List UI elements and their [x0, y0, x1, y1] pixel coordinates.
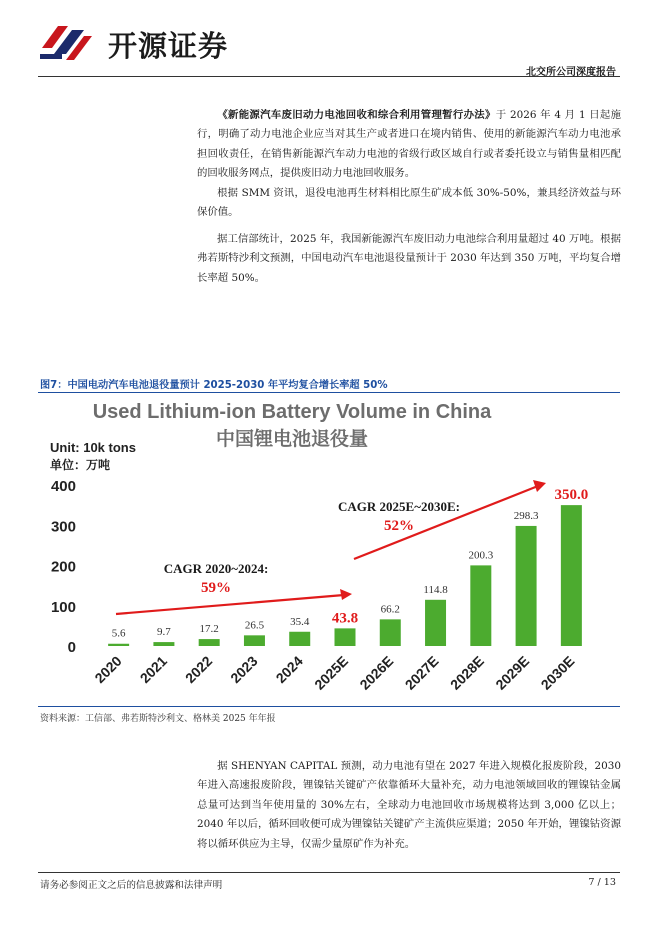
- figure-top-rule: [38, 392, 620, 393]
- kaiyuan-logo-icon: [38, 18, 94, 64]
- value-label-2021: 9.7: [157, 626, 171, 639]
- x-tick-label-2021: 2021: [136, 652, 171, 687]
- logo: [38, 18, 248, 64]
- policy-title: 《新能源汽车废旧动力电池回收和综合利用管理暂行办法》: [217, 109, 496, 121]
- value-label-2024: 35.4: [290, 615, 310, 628]
- cagr1-arrow: [116, 595, 344, 614]
- x-tick-label-2029e: 2029E: [492, 652, 533, 693]
- header-divider: [38, 76, 620, 77]
- x-tick-label-2030e: 2030E: [537, 652, 578, 693]
- logo-text: 开源证券: [108, 29, 229, 63]
- cagr1-label: CAGR 2020~2024:: [163, 561, 269, 576]
- value-label-2026e: 66.2: [380, 603, 400, 616]
- cagr2-label: CAGR 2025E~2030E:: [338, 499, 460, 514]
- bar-2020: [108, 644, 129, 646]
- bar-2023: [244, 635, 265, 646]
- y-tick-label: 200: [50, 558, 76, 576]
- paragraph-smm: [197, 184, 621, 223]
- bar-2021: [153, 642, 174, 646]
- bar-2029e: [516, 526, 537, 646]
- bar-2027e: [425, 600, 446, 646]
- footer-disclaimer: 请务必参阅正文之后的信息披露和法律声明: [40, 880, 223, 891]
- paragraph-miit: [197, 230, 621, 288]
- paragraph-policy: [197, 106, 621, 184]
- cagr2-value: 52%: [384, 518, 414, 534]
- cagr1-arrowhead: [340, 589, 352, 600]
- cagr1-value: 59%: [201, 580, 231, 596]
- chart-subtitle: 中国锂电池退役量: [215, 428, 369, 450]
- footer-divider: [38, 872, 620, 873]
- bar-2025e: [335, 628, 356, 646]
- battery-volume-chart: [38, 394, 620, 704]
- y-tick-label: 300: [50, 518, 76, 536]
- x-tick-label-2026e: 2026E: [356, 652, 397, 693]
- value-label-2025e: 43.8: [331, 610, 359, 627]
- paragraph-shenyan-text: 据 SHENYAN CAPITAL 预测，动力电池有望在 2027 年进入规模化报废阶段，2030 年进入高速报废阶段，锂镍钴关键矿产依靠循环大量补充，动力电池领域回收的锂镍钴金属总量可达到当年使用量的 30%左右，全球动力电池回收市场规模将达到 3,000 亿以上；2040 年以后，循环回收便可成为锂镍钴关键矿产主流供应渠道；2050 年开始，锂镍钴资源将以循环供应为主导，仅需少量原矿作为补充。: [197, 760, 621, 850]
- chart-unit-en: Unit: 10k tons: [50, 440, 136, 455]
- value-label-2022: 17.2: [199, 623, 219, 636]
- y-tick-label: 0: [67, 639, 76, 656]
- value-label-2020: 5.6: [111, 627, 126, 640]
- figure-title: 图7：中国电动汽车电池退役量预计 2025-2030 年平均复合增长率超 50%: [40, 380, 388, 391]
- figure-bottom-rule: [38, 706, 620, 707]
- paragraph-policy-text: 于 2026 年 4 月 1 日起施行，明确了动力电池企业应当对其生产或者进口在境内销售、使用的新能源汽车动力电池承担回收责任，在销售新能源汽车动力电池的省级行政区域自行或者委托设立与销售量相匹配的回收服务网点，提供废旧动力电池回收服务。: [197, 109, 622, 180]
- figure-source: 资料来源：工信部、弗若斯特沙利文、格林美 2025 年年报: [40, 714, 276, 724]
- report-type: 北交所公司深度报告: [526, 67, 616, 78]
- x-tick-label-2023: 2023: [227, 652, 261, 687]
- paragraph-miit-text: 据工信部统计，2025 年，我国新能源汽车废旧动力电池综合利用量超过 40 万吨。根据弗若斯特沙利文预测，中国电动汽车电池退役量预计于 2030 年达到 350 万吨，平均复合增长率超 50%。: [197, 233, 621, 284]
- y-tick-label: 100: [50, 598, 76, 616]
- chart-unit-cn: 单位：万吨: [50, 458, 111, 472]
- x-tick-label-2028e: 2028E: [446, 652, 487, 693]
- bar-2022: [199, 639, 220, 646]
- x-tick-label-2022: 2022: [181, 652, 216, 687]
- bar-2026e: [380, 619, 401, 646]
- paragraph-smm-text: 根据 SMM 资讯，退役电池再生材料相比原生矿成本低 30%-50%，兼具经济效益与环保价值。: [197, 187, 621, 219]
- paragraph-shenyan: [197, 757, 621, 854]
- x-tick-label-2025e: 2025E: [311, 652, 352, 693]
- bar-2024: [289, 632, 310, 646]
- x-tick-label-2027e: 2027E: [401, 652, 442, 693]
- x-tick-label-2020: 2020: [91, 652, 125, 687]
- bar-2030e: [561, 505, 582, 646]
- chart-title: Used Lithium-ion Battery Volume in China: [92, 401, 492, 423]
- value-label-2030e: 350.0: [554, 487, 589, 504]
- cagr2-arrowhead: [533, 480, 546, 492]
- cagr2-arrow: [354, 486, 538, 562]
- bar-2028e: [470, 565, 491, 646]
- page-number: 7 / 13: [588, 877, 616, 888]
- value-label-2027e: 114.8: [423, 583, 448, 596]
- y-tick-label: 400: [50, 478, 76, 495]
- x-tick-label-2024: 2024: [272, 652, 306, 687]
- value-label-2023: 26.5: [244, 619, 265, 632]
- value-label-2029e: 298.3: [513, 509, 539, 522]
- value-label-2028e: 200.3: [468, 549, 494, 562]
